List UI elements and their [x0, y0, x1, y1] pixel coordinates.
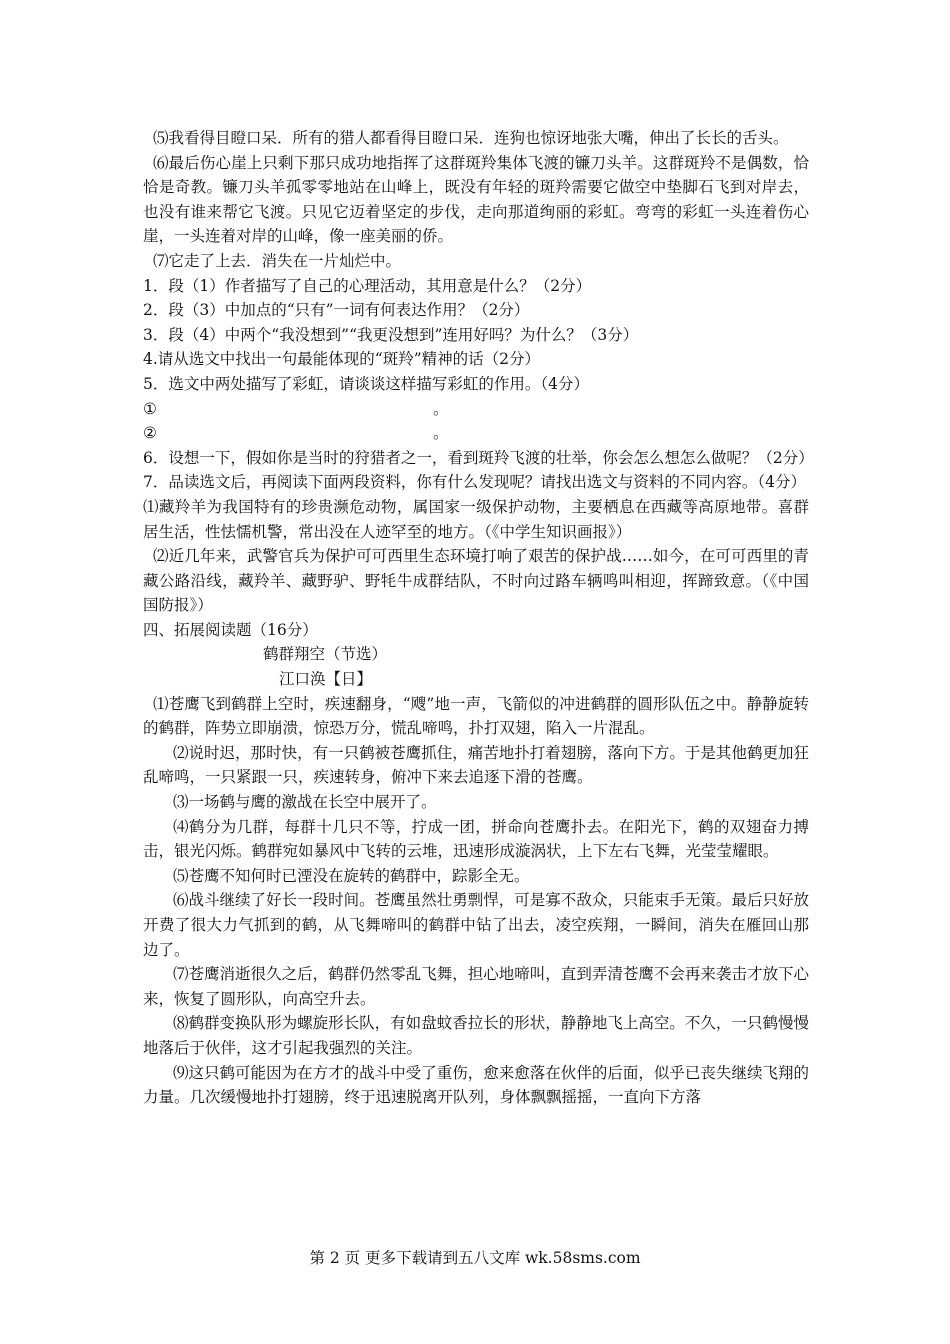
question-1: 1．段（1）作者描写了自己的心理活动，其用意是什么？（2分） — [143, 276, 592, 295]
page-footer: 第 2 页 更多下载请到五八文库 wk.58sms.com — [309, 1249, 641, 1267]
article-paragraph-9: ⑼这只鹤可能因为在方才的战斗中受了重伤，愈来愈落在伙伴的后面，似乎已丧失继续飞翔的力量。几次缓慢地扑打翅膀，终于迅速脱离开队列，身体飘飘摇摇，一直向下方落 — [143, 1063, 809, 1107]
article-paragraph-3: ⑶一场鹤与鹰的激战在长空中展开了。 — [173, 793, 437, 812]
question-3: 3．段（4）中两个“我没想到”“我更没想到”连用好吗？为什么？（3分） — [143, 325, 639, 344]
question-6: 6．设想一下，假如你是当时的狩猎者之一，看到斑羚飞渡的壮举，你会怎么想怎么做呢？（2分） — [143, 448, 814, 467]
article-author: 江口涣【日】 — [279, 670, 373, 689]
article-paragraph-2: ⑵说时迟，那时快，有一只鹤被苍鹰抓住，痛苦地扑打着翅膀，落向下方。于是其他鹤更加狂乱啼鸣，一只紧跟一只，疾速转身，俯冲下来去追逐下滑的苍鹰。 — [143, 743, 809, 787]
section-heading: 四、拓展阅读题（16分） — [143, 620, 318, 639]
answer-line-1-end: 。 — [433, 399, 449, 418]
document-body — [143, 126, 814, 1110]
article-paragraph-8: ⑻鹤群变换队形为螺旋形长队，有如盘蚊香拉长的形状，静静地飞上高空。不久，一只鹤慢慢地落后于伙伴，这才引起我强烈的关注。 — [143, 1014, 809, 1057]
answer-line-2-end: 。 — [433, 424, 449, 443]
material-2: ⑵近几年来，武警官兵为保护可可西里生态环境打响了艰苦的保护战……如今，在可可西里的青藏公路沿线，藏羚羊、藏野驴、野牦牛成群结队，不时向过路车辆鸣叫相迎，挥蹄致意。（《中国国防报》） — [143, 547, 809, 615]
question-7: 7．品读选文后，再阅读下面两段资料，你有什么发现呢？请找出选文与资料的不同内容。（4分） — [143, 473, 806, 492]
article-paragraph-7: ⑺苍鹰消逝很久之后，鹤群仍然零乱飞舞，担心地啼叫，直到弄清苍鹰不会再来袭击才放下心来，恢复了圆形队，向高空升去。 — [143, 965, 809, 1008]
answer-line-1 — [143, 397, 809, 422]
question-4: 4.请从选文中找出一句最能体现的“斑羚”精神的话（2分） — [143, 350, 541, 369]
answer-line-1-number: ① — [143, 399, 157, 418]
passage-paragraph-7: ⑺它走了上去．消失在一片灿烂中。 — [153, 251, 402, 270]
material-1: ⑴藏羚羊为我国特有的珍贵濒危动物，属国家一级保护动物，主要栖息在西藏等高原地带。喜群居生活，性怯懦机警，常出没在人迹罕至的地方。（《中学生知识画报》） — [143, 497, 809, 541]
answer-line-2-number: ② — [143, 424, 157, 443]
article-paragraph-5: ⑸苍鹰不知何时已湮没在旋转的鹤群中，踪影全无。 — [173, 866, 530, 885]
article-paragraph-4: ⑷鹤分为几群，每群十几只不等，拧成一团，拼命向苍鹰扑去。在阳光下，鹤的双翅奋力搏击，银光闪烁。鹤群宛如暴风中飞转的云堆，迅速形成漩涡状，上下左右飞舞，光莹莹耀眼。 — [143, 817, 809, 861]
question-2: 2．段（3）中加点的“只有”一词有何表达作用？（2分） — [143, 301, 530, 320]
article-paragraph-1: ⑴苍鹰飞到鹤群上空时，疾速翻身，“飕”地一声，飞箭似的冲进鹤群的圆形队伍之中。静静旋转的鹤群，阵势立即崩溃，惊恐万分，慌乱啼鸣，扑打双翅，陷入一片混乱。 — [143, 694, 809, 738]
question-5: 5．选文中两处描写了彩虹，请谈谈这样描写彩虹的作用。（4分） — [143, 374, 589, 393]
passage-paragraph-6: ⑹最后伤心崖上只剩下那只成功地指挥了这群斑羚集体飞渡的镰刀头羊。这群斑羚不是偶数，恰恰是奇教。镰刀头羊孤零零地站在山峰上，既没有年轻的斑羚需要它做空中垫脚石飞到对岸去，也没有谁来帮它飞渡。只见它迈着坚定的步伐，走向那道绚丽的彩虹。弯弯的彩虹一头连着伤心崖，一头连着对岸的山峰，像一座美丽的侨。 — [143, 153, 809, 246]
passage-paragraph-5: ⑸我看得目瞪口呆．所有的猎人都看得目瞪口呆．连狗也惊讶地张大嘴，伸出了长长的舌头。 — [153, 129, 789, 147]
answer-line-2 — [143, 421, 809, 446]
article-paragraph-6: ⑹战斗继续了好长一段时间。苍鹰虽然壮勇剽悍，可是寡不敌众，只能束手无策。最后只好放开费了很大力气抓到的鹤，从飞舞啼叫的鹤群中钻了出去，凌空疾翔，一瞬间，消失在雁回山那边了。 — [143, 891, 809, 959]
article-title: 鹤群翔空（节选） — [263, 645, 388, 664]
